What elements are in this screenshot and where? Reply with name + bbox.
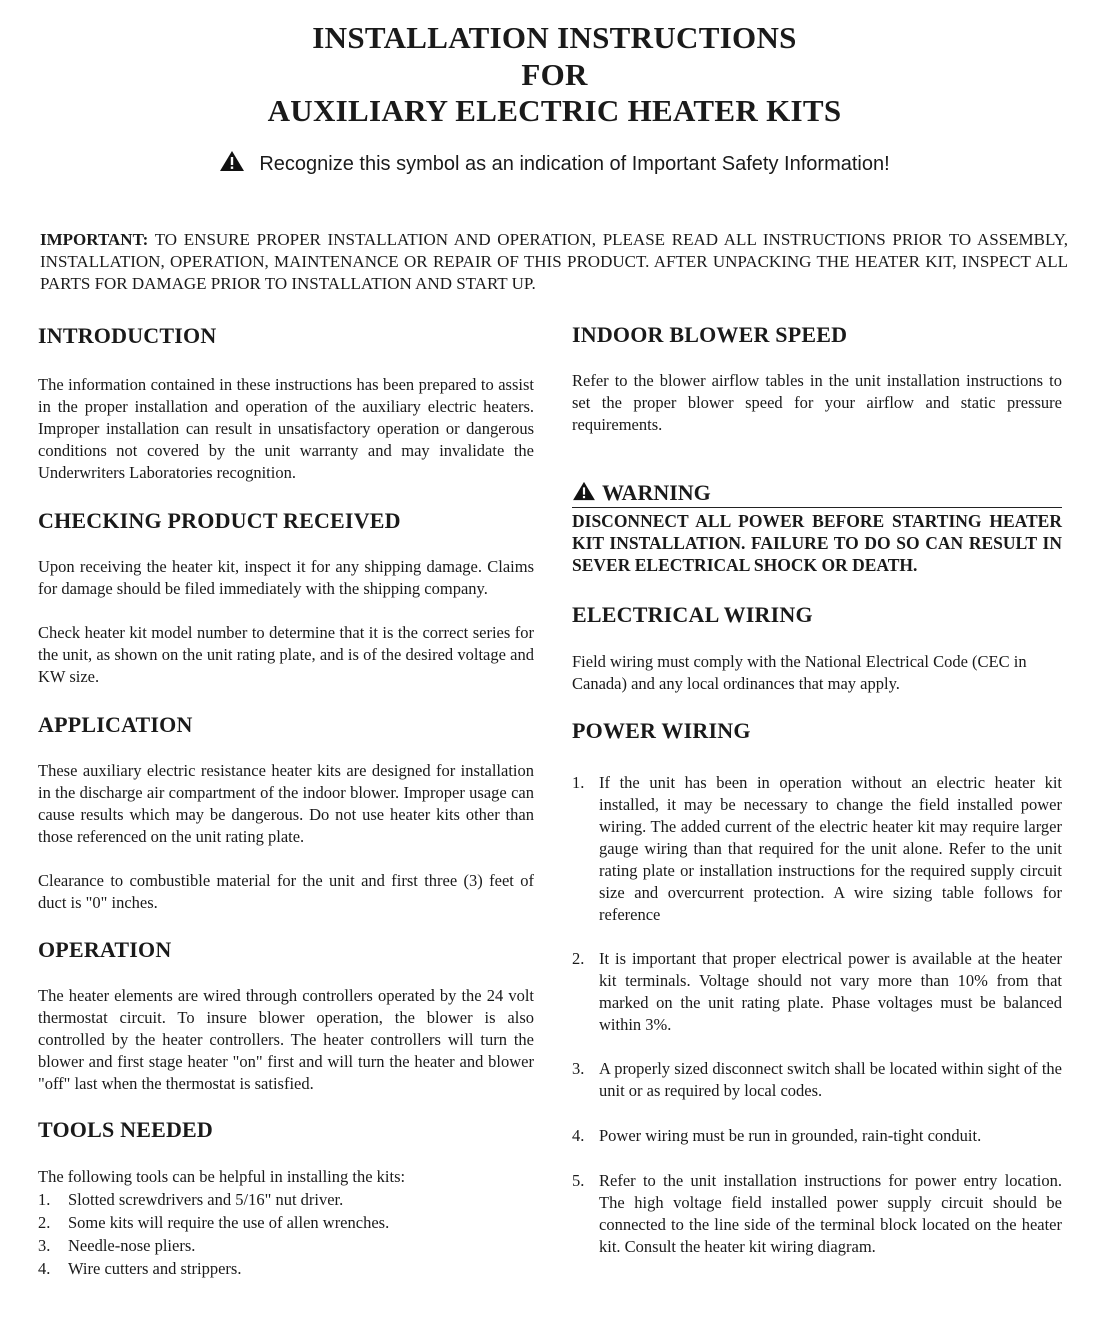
blower-speed-text: Refer to the blower airflow tables in the unit installation instructions to set the proper blower speed for your airflow and static pressure requirements. — [572, 371, 1062, 434]
important-notice — [40, 229, 1068, 295]
introduction-text: The information contained in these instructions has been prepared to assist in the proper installation and operation of the auxiliary electric heaters. Improper installation can result in unsatisfactory operation or dangerous conditions not covered by the unit warranty and may invalidate the Underwriters Laboratories recognition. — [38, 375, 534, 482]
warning-triangle-icon — [572, 481, 596, 501]
power-wiring-list — [572, 1125, 1062, 1147]
list-item: 4. Wire cutters and strippers. — [38, 1259, 242, 1278]
list-item: 5. Refer to the unit installation instructions for power entry location. The high voltage field installed power supply circuit should be connected to the line side of the terminal block located on the heater kit. Consult the heater kit wiring diagram. — [572, 1171, 1062, 1256]
checking-text-1: Upon receiving the heater kit, inspect it for any shipping damage. Claims for damage should be filed immediately with the shipping company. — [38, 557, 534, 598]
electrical-wiring-text: Field wiring must comply with the National Electrical Code (CEC in Canada) and any local ordinances that may apply. — [572, 652, 1027, 693]
list-item: 1. Slotted screwdrivers and 5/16" nut driver. — [38, 1190, 344, 1209]
list-item: 2. It is important that proper electrical power is available at the heater kit terminals. Voltage should not vary more than 10% from that marked on the unit rating plate. Phase voltages must be balanced within 3%. — [572, 949, 1062, 1034]
warning-heading-text: WARNING — [602, 480, 711, 505]
tools-heading: TOOLS NEEDED — [38, 1117, 213, 1142]
blower-speed-heading: INDOOR BLOWER SPEED — [572, 322, 848, 347]
warning-heading — [572, 480, 1062, 508]
checking-text-2: Check heater kit model number to determine that it is the correct series for the unit, as shown on the unit rating plate, and is of the desired voltage and KW size. — [38, 623, 534, 686]
safety-note — [0, 150, 1109, 176]
list-item: 4. Power wiring must be run in grounded, rain-tight conduit. — [572, 1126, 982, 1145]
power-wiring-list — [572, 772, 1062, 926]
title-line-2: FOR — [521, 57, 588, 92]
operation-text: The heater elements are wired through controllers operated by the 24 volt thermostat circuit. To insure blower operation, the blower is also controlled by the heater controllers. The heater controllers will turn the blower and first stage heater "on" first and will turn the heater and blower "off" last when the thermostat is satisfied. — [38, 986, 534, 1093]
title-line-1: INSTALLATION INSTRUCTIONS — [312, 20, 797, 55]
application-heading: APPLICATION — [38, 712, 193, 737]
introduction-heading: INTRODUCTION — [38, 323, 217, 348]
list-item: 3. A properly sized disconnect switch shall be located within sight of the unit or as required by local codes. — [572, 1059, 1062, 1100]
tools-list — [38, 1188, 534, 1280]
power-wiring-list — [572, 948, 1062, 1036]
application-text-1: These auxiliary electric resistance heater kits are designed for installation in the discharge air compartment of the indoor blower. Improper usage can cause results which may be dangerous. Do not use heater kits other than those referenced on the unit rating plate. — [38, 761, 534, 846]
application-text-2: Clearance to combustible material for the unit and first three (3) feet of duct is "0" inches. — [38, 871, 534, 912]
power-wiring-list — [572, 1058, 1062, 1102]
list-item: 1. If the unit has been in operation without an electric heater kit installed, it may be necessary to change the field installed power wiring. The added current of the electric heater kit may require larger gauge wiring than that required for the unit alone. Refer to the unit rating plate or installation instructions for the required supply circuit size and overcurrent protection. A wire sizing table follows for reference — [572, 773, 1062, 924]
list-item: 3. Needle-nose pliers. — [38, 1236, 196, 1255]
power-wiring-heading: POWER WIRING — [572, 718, 751, 743]
list-item: 2. Some kits will require the use of allen wrenches. — [38, 1213, 390, 1232]
title-line-3: AUXILIARY ELECTRIC HEATER KITS — [267, 93, 842, 128]
warning-text: DISCONNECT ALL POWER BEFORE STARTING HEATER KIT INSTALLATION. FAILURE TO DO SO CAN RESULT IN SEVER ELECTRICAL SHOCK OR DEATH. — [572, 511, 1062, 575]
operation-heading: OPERATION — [38, 937, 172, 962]
important-text: TO ENSURE PROPER INSTALLATION AND OPERATION, PLEASE READ ALL INSTRUCTIONS PRIOR TO ASSEMBLY, INSTALLATION, OPERATION, MAINTENANCE OR REPAIR OF THIS PRODUCT. AFTER UNPACKING THE HEATER KIT, INSPECT ALL PARTS FOR DAMAGE PRIOR TO INSTALLATION AND START UP. — [40, 230, 1069, 293]
warning-triangle-icon — [219, 150, 245, 172]
safety-note-text: Recognize this symbol as an indication of Important Safety Information! — [259, 153, 890, 175]
power-wiring-list — [572, 1170, 1062, 1258]
tools-intro: The following tools can be helpful in installing the kits: — [38, 1167, 406, 1186]
checking-heading: CHECKING PRODUCT RECEIVED — [38, 508, 401, 533]
electrical-wiring-heading: ELECTRICAL WIRING — [572, 602, 813, 627]
important-label: IMPORTANT: — [40, 230, 149, 249]
